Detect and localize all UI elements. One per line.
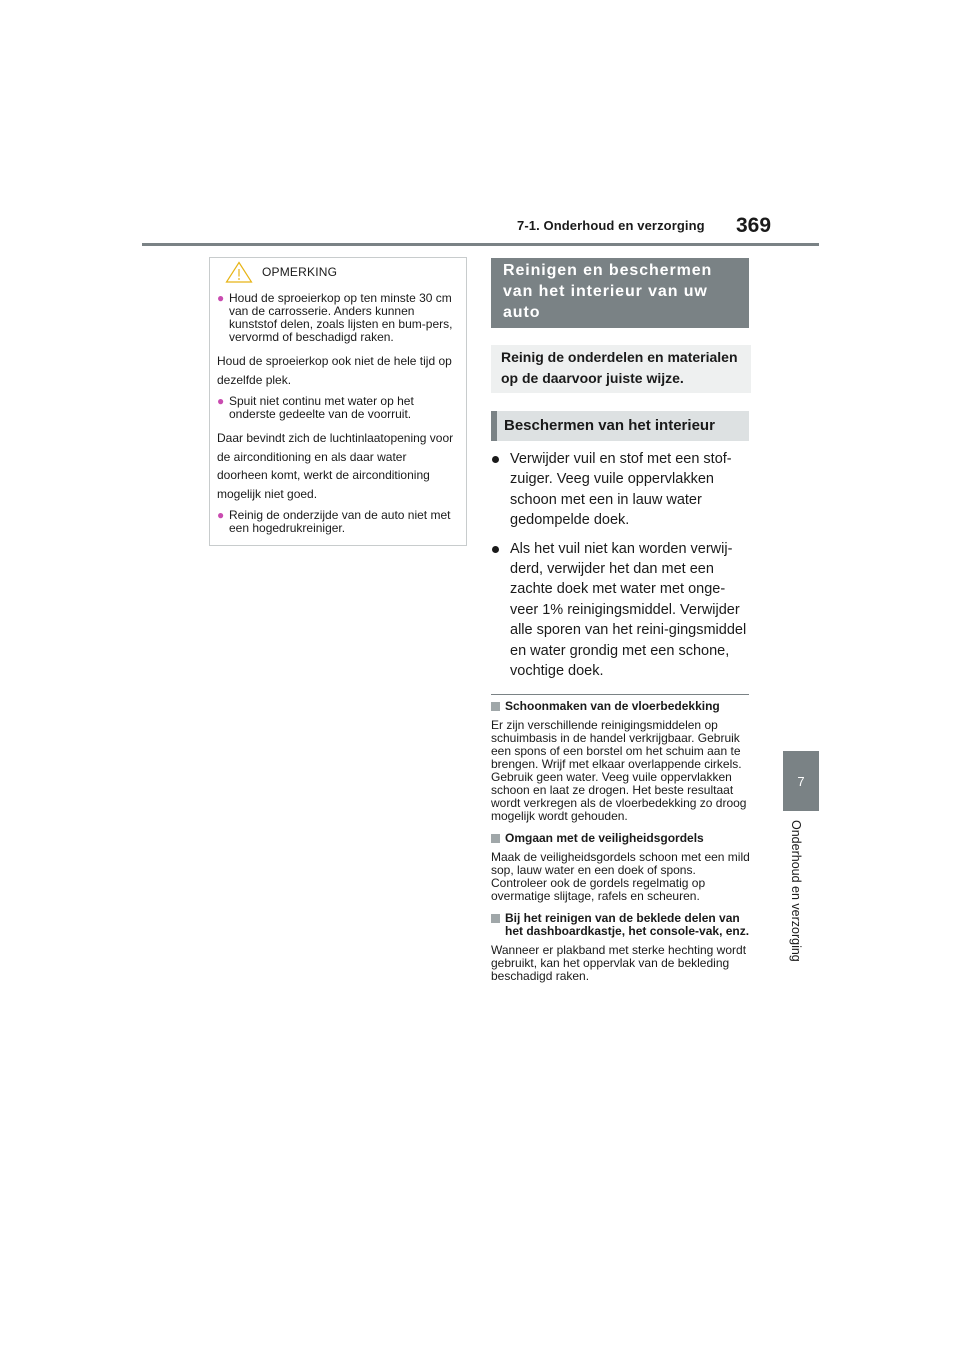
notice-header (210, 258, 466, 286)
notice-paragraph: Daar bevindt zich de luchtinlaatopening voor de airconditioning en als daar water doorheen komt, werkt de airconditioning mogelijk niet goed. (217, 431, 454, 501)
header-rule (142, 243, 819, 246)
notice-item (217, 395, 459, 421)
notice-title: OPMERKING (262, 265, 338, 279)
subsection-heading: Beschermen van het interieur (491, 411, 749, 441)
notice-item (217, 509, 459, 535)
bullet-icon (492, 456, 499, 463)
note-heading-text: Omgaan met de veiligheidsgordels (505, 831, 704, 845)
note-heading-text: Schoonmaken van de vloerbedekking (505, 699, 720, 713)
list-item-text: Als het vuil niet kan worden verwij-derd, verwijder het dan met een zachte doek met water met onge-veer 1% reinigingsmiddel. Verwijder alle sporen van het reini-gingsmiddel en water grondig met een schone, vochtige doek. (510, 540, 747, 680)
list-item (491, 539, 753, 682)
note-heading (491, 700, 753, 713)
notice-body (210, 286, 466, 535)
bullet-icon (492, 546, 499, 553)
notes-section (491, 700, 753, 992)
bullet-dot-icon: ● (217, 508, 225, 522)
chapter-title: Onderhoud en verzorging (789, 820, 803, 962)
note-text: Er zijn verschillende reinigingsmiddelen op schuimbasis in de handel verkrijgbaar. Gebruik een spons of een borstel om het schuim aan te brengen. Wrijf met elkaar overlappende cirkels. Gebruik geen water. Veeg vuile oppervlakken schoon en laat ze drogen. Het beste resultaat wordt verkregen als de vloerbedekking zo droog mogelijk wordt gehouden. (491, 718, 747, 823)
notice-box (209, 257, 467, 546)
warning-triangle-icon (225, 261, 253, 283)
note-text: Wanneer er plakband met sterke hechting wordt gebruikt, kan het oppervlak van de bekleding beschadigd raken. (491, 943, 747, 983)
bullet-dot-icon: ● (217, 291, 225, 305)
note-heading (491, 912, 753, 938)
page-number: 369 (736, 214, 772, 237)
chapter-tab: 7 (783, 751, 819, 811)
notice-item-text: Spuit niet continu met water op het onderste gedeelte van de voorruit. (229, 394, 414, 421)
intro-text: Reinig de onderdelen en materialen op de daarvoor juiste wijze. (491, 345, 751, 393)
note-text: Maak de veiligheidsgordels schoon met een mild sop, lauw water en een doek of spons. Controleer ook de gordels regelmatig op overmatige slijtage, rafels en scheuren. (491, 850, 750, 903)
bullet-dot-icon: ● (217, 394, 225, 408)
section-heading: Reinigen en beschermen van het interieur van uw auto (491, 258, 749, 328)
square-bullet-icon (491, 914, 500, 923)
notes-divider (491, 694, 749, 695)
square-bullet-icon (491, 834, 500, 843)
notice-paragraph: Houd de sproeierkop ook niet de hele tijd op dezelfde plek. (217, 354, 452, 387)
chapter-side-label (788, 820, 808, 1000)
square-bullet-icon (491, 702, 500, 711)
note-heading-text: Bij het reinigen van de beklede delen van het dashboardkastje, het console-vak, enz. (505, 911, 750, 938)
notice-item-text: Houd de sproeierkop op ten minste 30 cm van de carrosserie. Anders kunnen kunststof delen, zoals lijsten en bum-pers, vervormd of beschadigd raken. (229, 291, 453, 344)
list-item (491, 449, 753, 531)
section-title: 7-1. Onderhoud en verzorging (517, 218, 705, 233)
notice-item (217, 292, 459, 344)
list-item-text: Verwijder vuil en stof met een stof-zuiger. Veeg vuile oppervlakken schoon met een in lauw water gedompelde doek. (510, 451, 732, 529)
note-heading (491, 832, 753, 845)
notice-item-text: Reinig de onderzijde van de auto niet met een hogedrukreiniger. (229, 508, 451, 535)
instruction-list (491, 449, 753, 689)
